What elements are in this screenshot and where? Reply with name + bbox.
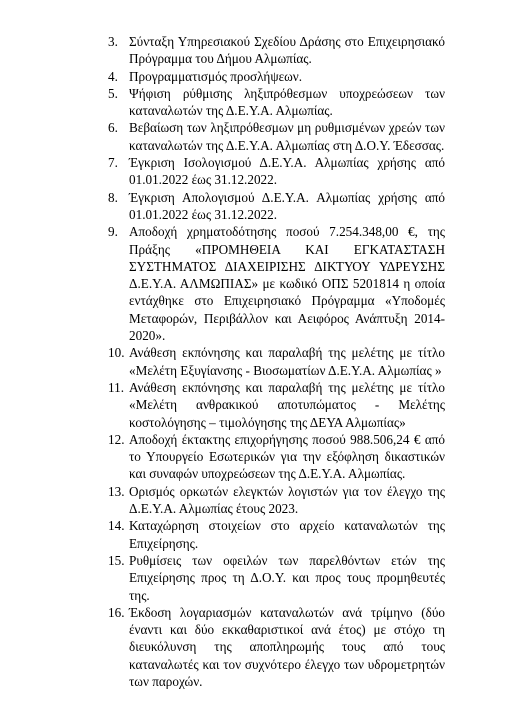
item-text: Ανάθεση εκπόνησης και παραλαβή της μελέτης με τίτλο «Μελέτη Εξυγίανσης - Βιοσωματίων Δ.Ε.Υ.Α. Αλμωπίας »: [129, 345, 445, 378]
item-number: 3.: [108, 34, 118, 49]
item-number: 5.: [108, 85, 118, 101]
item-number: 14.: [108, 518, 125, 534]
item-text: Έκδοση λογαριασμών καταναλωτών ανά τρίμηνο (δύο έναντι και δύο εκκαθαριστικοί ανά έτος) με στόχο τη διευκόλυνση της αποπληρωμής τους από τους καταναλωτές και τον συχνότερο έλεγχο των υδρομετρητών των παροχών.: [129, 604, 445, 689]
agenda-item-11: [108, 379, 445, 431]
agenda-item-9: [108, 223, 445, 344]
agenda-item-16: [108, 604, 445, 690]
agenda-item-10: [108, 344, 445, 379]
item-number: 10.: [108, 345, 125, 361]
item-text: Έγκριση Ισολογισμού Δ.Ε.Υ.Α. Αλμωπίας χρήσης από 01.01.2022 έως 31.12.2022.: [129, 155, 445, 188]
agenda-item-15: [108, 552, 445, 604]
agenda-item-8: [108, 189, 445, 224]
item-number: 15.: [108, 552, 125, 568]
item-number: 9.: [108, 224, 118, 240]
item-number: 13.: [108, 483, 125, 499]
item-text: Ορισμός ορκωτών ελεγκτών λογιστών για τον έλεγχο της Δ.Ε.Υ.Α. Αλμωπίας έτους 2023.: [129, 483, 445, 517]
item-text: Βεβαίωση των ληξιπρόθεσμων μη ρυθμισμένων χρεών των καταναλωτών της Δ.Ε.Υ.Α. Αλμωπίας στη Δ.Ο.Υ. Έδεσσας.: [129, 120, 445, 153]
item-text: Ρυθμίσεις των οφειλών των παρελθόντων ετών της Επιχείρησης προς τη Δ.Ο.Υ. και προς τους προμηθευτές της.: [129, 552, 445, 603]
agenda-item-13: [108, 483, 445, 518]
item-text: Σύνταξη Υπηρεσιακού Σχεδίου Δράσης στο Επιχειρησιακό Πρόγραμμα του Δήμου Αλμωπίας.: [129, 34, 445, 67]
agenda-item-7: [108, 154, 445, 189]
item-text: Προγραμματισμός προσλήψεων.: [129, 68, 303, 84]
item-text: Ψήφιση ρύθμισης ληξιπρόθεσμων υποχρεώσεων των καταναλωτών της Δ.Ε.Υ.Α. Αλμωπίας.: [129, 85, 445, 119]
agenda-item-12: [108, 431, 445, 483]
item-text: Καταχώρηση στοιχείων στο αρχείο καταναλωτών της Επιχείρησης.: [129, 518, 445, 551]
item-number: 8.: [108, 189, 118, 205]
agenda-item-3: [108, 33, 445, 68]
item-text: Ανάθεση εκπόνησης και παραλαβή της μελέτης με τίτλο «Μελέτη ανθρακικού αποτυπώματος - Μελέτης κοστολόγησης – τιμολόγησης της ΔΕΥΑ Αλμωπίας»: [129, 379, 445, 430]
item-text: Αποδοχή έκτακτης επιχορήγησης ποσού 988.506,24 € από το Υπουργείο Εσωτερικών για την εξόφληση δικαστικών και συναφών υποχρεώσεων της Δ.Ε.Υ.Α. Αλμωπίας.: [129, 431, 445, 482]
item-text: Έγκριση Απολογισμού Δ.Ε.Υ.Α. Αλμωπίας χρήσης από 01.01.2022 έως 31.12.2022.: [129, 189, 445, 222]
agenda-item-4: [108, 68, 445, 85]
item-number: 4.: [108, 68, 118, 84]
item-number: 7.: [108, 155, 118, 171]
item-number: 6.: [108, 120, 118, 136]
agenda-item-5: [108, 85, 445, 120]
item-number: 12.: [108, 431, 125, 447]
item-number: 11.: [108, 379, 124, 395]
agenda-item-14: [108, 517, 445, 552]
item-text: Αποδοχή χρηματοδότησης ποσού 7.254.348,00 €, της Πράξης «ΠΡΟΜΗΘΕΙΑ ΚΑΙ ΕΓΚΑΤΑΣΤΑΣΗ ΣΥΣΤΗΜΑΤΟΣ ΔΙΑΧΕΙΡΙΣΗΣ ΔΙΚΤΥΟΥ ΥΔΡΕΥΣΗΣ Δ.Ε.Υ.Α. ΑΛΜΩΠΙΑΣ» με κωδικό ΟΠΣ 5201814 η οποία εντάχθηκε στο Επιχειρησιακό Πρόγραμμα «Υποδομές Μεταφορών, Περιβάλλον και Αειφόρος Ανάπτυξη 2014-2020».: [129, 224, 445, 344]
item-number: 16.: [108, 604, 125, 620]
agenda-list: [108, 33, 445, 690]
agenda-item-6: [108, 119, 445, 154]
